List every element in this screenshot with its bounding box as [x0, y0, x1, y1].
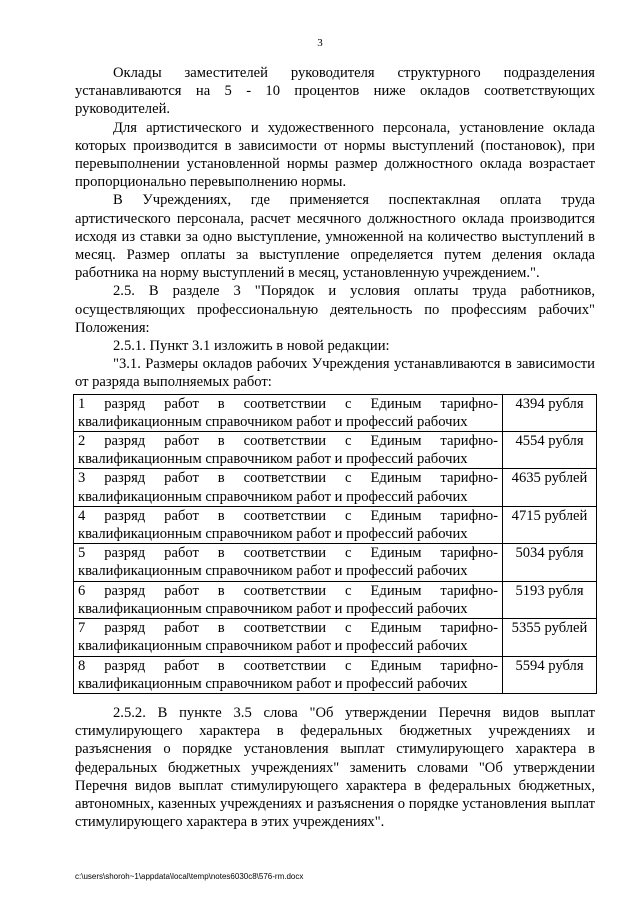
paragraph-per-performance-pay: В Учреждениях, где применяется поспектаклная оплата труда артистического персонала, расчет месячного должностного оклада производится исходя из ставки за одно выступление, умноженной на количество выступлений в месяц. Размер оплаты за выступление определяется путем деления оклада работника на норму выступлений в месяц, установленную учреждением.". [75, 192, 595, 282]
grade-salary-cell: 4635 рублей [503, 469, 597, 506]
grade-description-cell [74, 432, 503, 469]
table-row [74, 506, 597, 543]
paragraph-3-1-intro: "3.1. Размеры окладов рабочих Учреждения устанавливаются в зависимости от разряда выполняемых работ: [75, 356, 595, 391]
paragraph-deputy-salaries: Оклады заместителей руководителя структурного подразделения устанавливаются на 5 - 10 процентов ниже окладов соответствующих руководителей. [75, 65, 595, 118]
grade-salary-cell: 5193 рубля [503, 581, 597, 618]
paragraph-artistic-staff: Для артистического и художественного персонала, установление оклада которых производится в зависимости от нормы выступлений (постановок), при перевыполнении установленной нормы размер должностного оклада возрастает пропорционально перевыполнению нормы. [75, 119, 595, 191]
grade-description-line1: 2 разряд работ в соответствии с Единым тарифно- [78, 433, 498, 450]
grade-description-line1: 7 разряд работ в соответствии с Единым тарифно- [78, 620, 498, 637]
grade-description-line2: квалификационным справочником работ и профессий рабочих [78, 675, 468, 692]
file-path-footer: c:\users\shoroh~1\appdata\local\temp\notes6030c8\576-rm.docx [75, 872, 304, 881]
grade-salary-cell: 4394 рубля [503, 394, 597, 431]
paragraph-2-5-1: 2.5.1. Пункт 3.1 изложить в новой редакции: [113, 338, 390, 355]
paragraph-section-2-5: 2.5. В разделе 3 "Порядок и условия оплаты труда работников, осуществляющих профессиональную деятельность по профессиям рабочих" Положения: [75, 283, 595, 336]
grade-description-cell [74, 656, 503, 693]
grade-description-line2: квалификационным справочником работ и профессий рабочих [78, 600, 468, 617]
grade-description-line1: 6 разряд работ в соответствии с Единым тарифно- [78, 582, 498, 599]
grade-description-cell [74, 506, 503, 543]
grade-description-cell [74, 619, 503, 656]
table-row [74, 432, 597, 469]
grade-salary-cell: 4554 рубля [503, 432, 597, 469]
grade-description-line2: квалификационным справочником работ и профессий рабочих [78, 413, 468, 430]
grade-description-line2: квалификационным справочником работ и профессий рабочих [78, 638, 468, 655]
paragraph-2-5-2: 2.5.2. В пункте 3.5 слова "Об утверждении Перечня видов выплат стимулирующего характера в федеральных бюджетных учреждениях и разъяснения о порядке установления выплат стимулирующего характера в федеральных бюджетных учреждениях" заменить словами "Об утверждении Перечня видов выплат стимулирующего характера в федеральных бюджетных, автономных, казенных учреждениях и разъяснения о порядке установления выплат стимулирующего характера в этих учреждениях". [75, 704, 595, 831]
grade-salary-cell: 5594 рубля [503, 656, 597, 693]
table-row [74, 544, 597, 581]
grade-description-line1: 3 разряд работ в соответствии с Единым тарифно- [78, 470, 498, 487]
grade-description-line2: квалификационным справочником работ и профессий рабочих [78, 488, 468, 505]
grade-description-line1: 5 разряд работ в соответствии с Единым тарифно- [78, 545, 498, 562]
grade-description-line2: квалификационным справочником работ и профессий рабочих [78, 563, 468, 580]
salary-grade-table [73, 394, 597, 694]
grade-description-line2: квалификационным справочником работ и профессий рабочих [78, 451, 468, 468]
document-body [75, 64, 595, 831]
grade-description-line1: 4 разряд работ в соответствии с Единым тарифно- [78, 507, 498, 524]
grade-description-line1: 1 разряд работ в соответствии с Единым тарифно- [78, 395, 498, 412]
grade-salary-cell: 5355 рублей [503, 619, 597, 656]
table-row [74, 656, 597, 693]
grade-description-cell [74, 469, 503, 506]
grade-salary-cell: 4715 рублей [503, 506, 597, 543]
grade-description-line2: квалификационным справочником работ и профессий рабочих [78, 526, 468, 543]
grade-description-cell [74, 581, 503, 618]
grade-salary-cell: 5034 рубля [503, 544, 597, 581]
grade-description-cell [74, 394, 503, 431]
table-row [74, 469, 597, 506]
page-number: 3 [317, 37, 323, 49]
table-row [74, 394, 597, 431]
table-row [74, 619, 597, 656]
grade-description-cell [74, 544, 503, 581]
table-row [74, 581, 597, 618]
grade-description-line1: 8 разряд работ в соответствии с Единым тарифно- [78, 657, 498, 674]
